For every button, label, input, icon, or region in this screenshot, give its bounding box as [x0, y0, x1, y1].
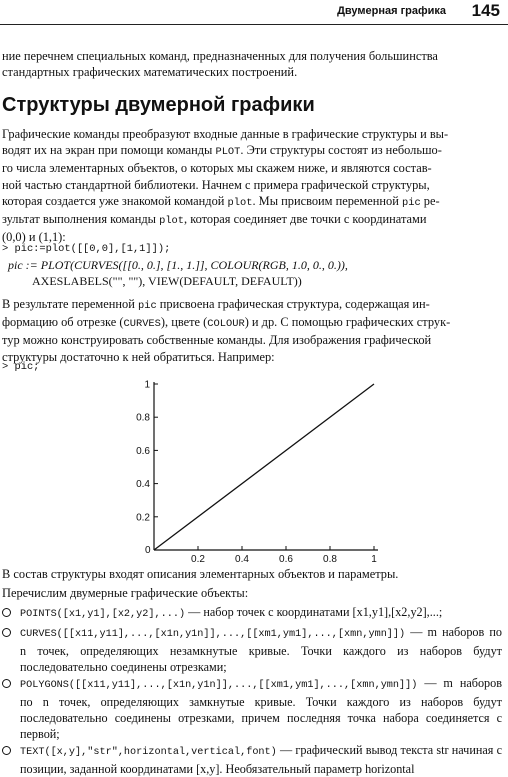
text-line: В результате переменной pic присвоена графическая структура, содержащая ин- [2, 297, 430, 312]
maple-output-1 [8, 257, 348, 289]
header-section-title: Двумерная графика [337, 5, 446, 17]
line-chart [120, 374, 400, 564]
y-tick-label: 0.2 [136, 512, 150, 524]
paragraph-4: Перечислим двумерные графические объекты: [2, 586, 249, 600]
paragraph-3: В состав структуры входят описания элементарных объектов и параметры. [2, 567, 399, 581]
maple-command-2: > pic; [2, 361, 40, 373]
bullet-circle-icon [2, 628, 11, 637]
bullet-circle-icon [2, 679, 11, 688]
paragraph-2 [2, 296, 502, 365]
y-tick-label: 0.8 [136, 412, 150, 424]
text-line: водят их на экран при помощи команды PLOT. Эти структуры состоят из небольшо- [2, 143, 442, 159]
intro-paragraph [2, 48, 502, 80]
output-line: pic := PLOT(CURVES([[0., 0.], [1., 1.]], COLOUR(RGB, 1.0, 0., 0.)), [8, 258, 348, 272]
text-line: зультат выполнения команды plot, которая соединяет две точки с координатами [2, 212, 427, 228]
text-line: стандартных графических математических построений. [2, 65, 298, 80]
x-tick-label: 0.6 [279, 554, 293, 564]
section-heading: Структуры двумерной графики [2, 94, 315, 116]
text-line: структуры достаточно к ней обратиться. Например: [2, 349, 275, 364]
page-number: 145 [471, 1, 500, 20]
text-line: ние перечнем специальных команд, предназначенных для получения большинства [2, 49, 438, 63]
x-tick-label: 1 [371, 554, 377, 564]
list-item-text: TEXT([x,y],"str",horizontal,vertical,font) — графический вывод текста str начиная с позиции, заданной координатами [x,y]. Необязательный параметр horizontal [2, 742, 502, 777]
text-line: го числа элементарных объектов, о которых мы скажем ниже, и являются состав- [2, 161, 432, 176]
list-item-polygons: POLYGONS([[x11,y11],...,[x1n,y1n]],...,[[xm1,ym1],...,[xmn,ymn]]) — m наборов по n точек, определяющих замкнутые кривые. Точки каждого из наборов будут последовательно соединены отрезками, причем последняя точка набора соединяется с первой; [2, 675, 502, 742]
running-header [0, 0, 508, 25]
y-tick-label: 0.4 [136, 479, 150, 491]
y-tick-label: 1 [144, 379, 150, 391]
text-line: (0,0) и (1,1): [2, 230, 66, 245]
text-line: тур можно конструировать собственные команды. Для изображения графической [2, 333, 432, 348]
series-line [154, 384, 374, 550]
text-line: Графические команды преобразуют входные данные в графические структуры и вы- [2, 127, 449, 141]
chart-series [154, 384, 374, 550]
bullet-circle-icon [2, 746, 11, 755]
y-tick-label: 0.6 [136, 445, 150, 457]
text-line: ной частью стандартной библиотеки. Начнем с примера графической структуры, [2, 177, 430, 192]
list-item-points: POINTS([x1,y1],[x2,y2],...) — набор точек с координатами [x1,y1],[x2,y2],...; [2, 604, 502, 623]
output-line: AXESLABELS("", ""), VIEW(DEFAULT, DEFAULT)) [32, 274, 302, 288]
x-tick-label: 0.4 [235, 554, 249, 564]
x-tick-label: 0.8 [323, 554, 337, 564]
origin-label: 0 [145, 545, 151, 556]
x-tick-label: 0.2 [191, 554, 205, 564]
bullet-circle-icon [2, 608, 11, 617]
maple-command-1: > pic:=plot([[0,0],[1,1]]); [2, 243, 171, 255]
text-line: которая создается уже знакомой командой plot. Мы присвоим переменной pic ре- [2, 193, 440, 209]
list-item-curves: CURVES([[x11,y11],...,[x1n,y1n]],...,[[xm1,ym1],...,[xmn,ymn]]) — m наборов по n точек, определяющих незамкнутые кривые. Точки каждого из наборов будут последовательно соединены отрезками; [2, 624, 502, 675]
text-line: формацию об отрезке (CURVES), цвете (COLOUR) и др. С помощью графических струк- [2, 315, 451, 331]
paragraph-1 [2, 126, 502, 245]
